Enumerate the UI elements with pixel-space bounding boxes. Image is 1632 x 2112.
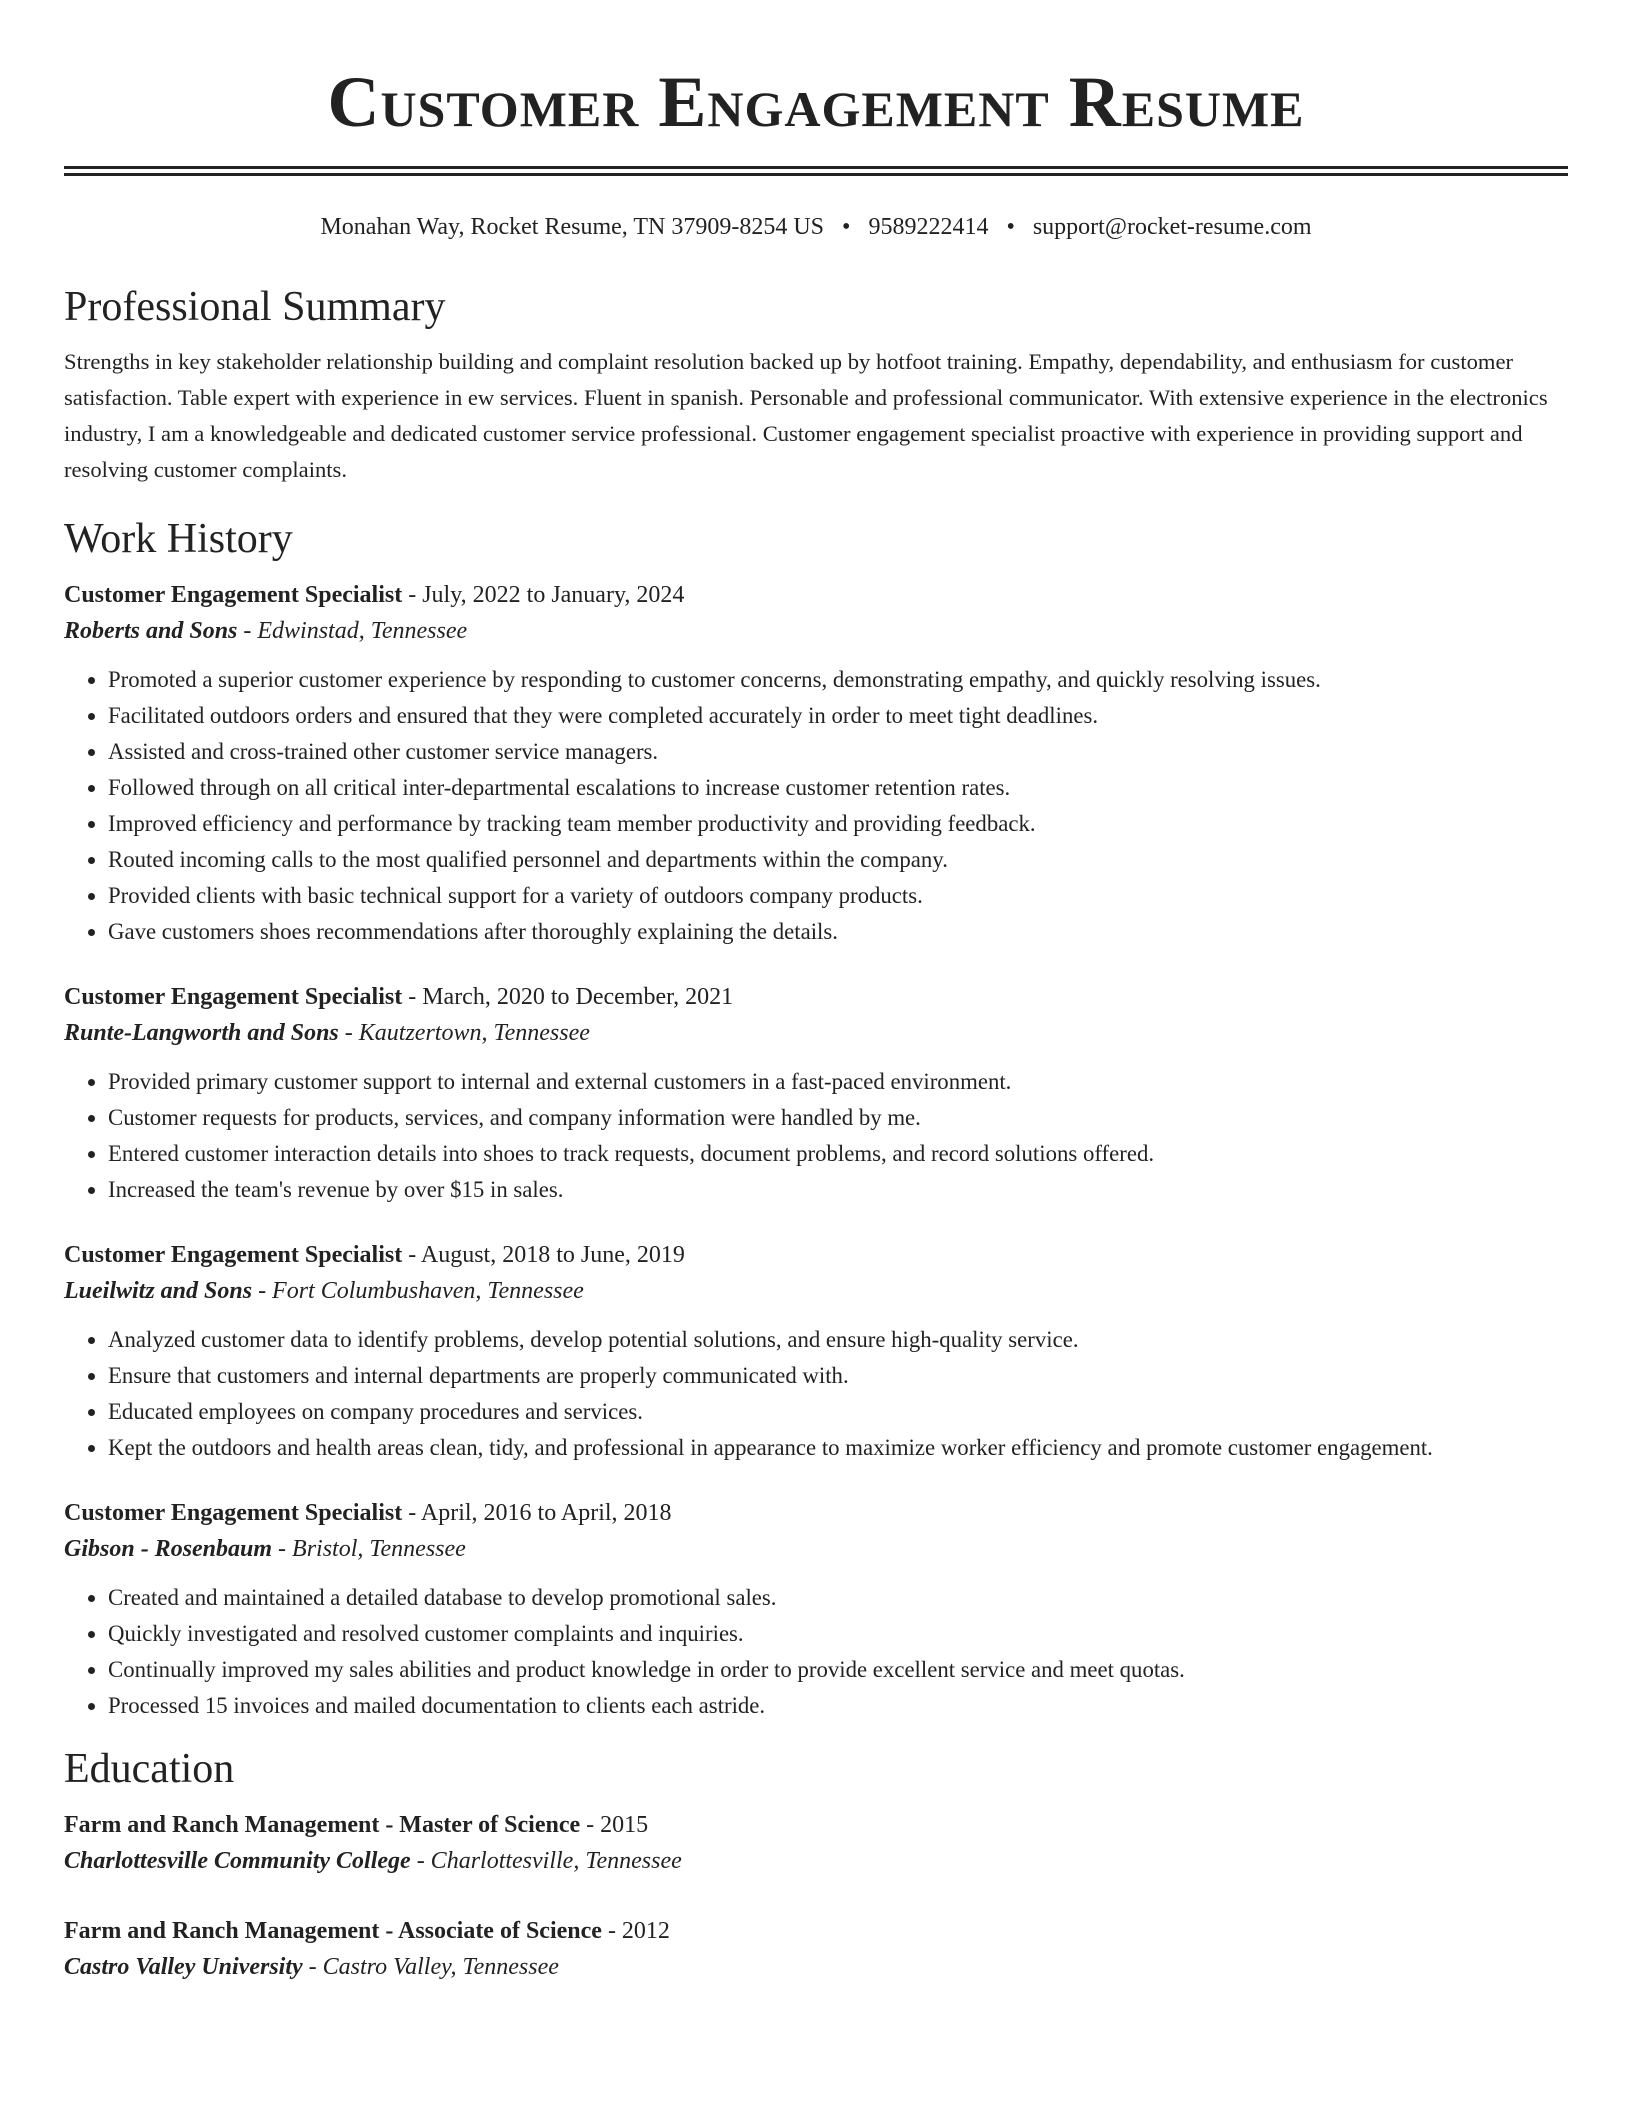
contact-line <box>64 212 1568 242</box>
job-title: Customer Engagement Specialist <box>64 1242 403 1268</box>
resume-title: Customer Engagement Resume <box>327 62 1305 142</box>
education-location: - Castro Valley, Tennessee <box>302 1954 559 1980</box>
title-divider <box>64 166 1568 176</box>
education-section <box>64 1744 1568 1986</box>
education-degree: Farm and Ranch Management - Master of Science <box>64 1812 581 1838</box>
job-bullets <box>64 1064 1568 1208</box>
job-bullet: • Analyzed customer data to identify problems, develop potential solutions, and ensure high-quality service. <box>108 1322 1568 1358</box>
education-heading: Education <box>64 1746 235 1792</box>
work-history-section <box>64 514 1568 1724</box>
job-company: Roberts and Sons <box>64 618 238 644</box>
education-school: Castro Valley University <box>64 1954 303 1980</box>
job-entry <box>64 1238 1568 1466</box>
job-location: - Edwinstad, Tennessee <box>237 618 468 644</box>
job-company: Lueilwitz and Sons <box>64 1278 253 1304</box>
contact-address: Monahan Way, Rocket Resume, TN 37909-8254 US <box>320 214 825 240</box>
job-dates: - April, 2016 to April, 2018 <box>402 1500 672 1526</box>
job-dates: - March, 2020 to December, 2021 <box>402 984 734 1010</box>
job-bullet: • Increased the team's revenue by over $15 in sales. <box>108 1172 1568 1208</box>
education-school: Charlottesville Community College <box>64 1848 411 1874</box>
job-bullet: • Educated employees on company procedures and services. <box>108 1394 1568 1430</box>
job-bullet: • Assisted and cross-trained other customer service managers. <box>108 734 1568 770</box>
summary-section <box>64 282 1568 488</box>
contact-phone: 9589222414 <box>868 214 989 240</box>
job-bullet: • Customer requests for products, services, and company information were handled by me. <box>108 1100 1568 1136</box>
education-year: - 2015 <box>580 1812 649 1838</box>
contact-email: support@rocket-resume.com <box>1032 214 1312 240</box>
job-bullet: • Quickly investigated and resolved customer complaints and inquiries. <box>108 1616 1568 1652</box>
job-bullet: • Improved efficiency and performance by tracking team member productivity and providing feedback. <box>108 806 1568 842</box>
job-bullet: • Promoted a superior customer experience by responding to customer concerns, demonstrating empathy, and quickly resolving issues. <box>108 662 1568 698</box>
job-bullet: • Processed 15 invoices and mailed documentation to clients each astride. <box>108 1688 1568 1724</box>
summary-text: Strengths in key stakeholder relationship building and complaint resolution backed up by hotfoot training. Empathy, dependability, and enthusiasm for customer satisfaction. Table expert with experience in ew services. Fluent in spanish. Personable and professional communicator. With extensive experience in the electronics industry, I am a knowledgeable and dedicated customer service professional. Customer engagement specialist proactive with experience in providing support and resolving customer complaints. <box>64 349 1548 482</box>
education-year: - 2012 <box>601 1918 670 1944</box>
job-bullet: • Provided primary customer support to internal and external customers in a fast-paced environment. <box>108 1064 1568 1100</box>
contact-separator: • <box>1006 214 1015 240</box>
job-bullet: • Continually improved my sales abilities and product knowledge in order to provide excellent service and meet quotas. <box>108 1652 1568 1688</box>
education-entry <box>64 1914 1568 1986</box>
summary-heading: Professional Summary <box>64 284 446 330</box>
job-title: Customer Engagement Specialist <box>64 1500 403 1526</box>
job-title: Customer Engagement Specialist <box>64 984 403 1010</box>
job-bullet: • Created and maintained a detailed database to develop promotional sales. <box>108 1580 1568 1616</box>
job-bullet: • Provided clients with basic technical support for a variety of outdoors company products. <box>108 878 1568 914</box>
education-location: - Charlottesville, Tennessee <box>410 1848 682 1874</box>
job-entry <box>64 980 1568 1208</box>
education-degree: Farm and Ranch Management - Associate of Science <box>64 1918 602 1944</box>
job-bullets <box>64 662 1568 950</box>
job-bullet: • Ensure that customers and internal departments are properly communicated with. <box>108 1358 1568 1394</box>
job-dates: - July, 2022 to January, 2024 <box>402 582 685 608</box>
work-history-heading: Work History <box>64 516 293 562</box>
job-bullet: • Gave customers shoes recommendations after thoroughly explaining the details. <box>108 914 1568 950</box>
job-bullets <box>64 1322 1568 1466</box>
job-bullet: • Routed incoming calls to the most qualified personnel and departments within the company. <box>108 842 1568 878</box>
job-dates: - August, 2018 to June, 2019 <box>402 1242 685 1268</box>
contact-separator: • <box>842 214 851 240</box>
job-entry <box>64 1496 1568 1724</box>
job-location: - Fort Columbushaven, Tennessee <box>252 1278 584 1304</box>
job-title: Customer Engagement Specialist <box>64 582 403 608</box>
job-location: - Bristol, Tennessee <box>272 1536 466 1562</box>
job-bullets <box>64 1580 1568 1724</box>
education-entry <box>64 1808 1568 1880</box>
job-location: - Kautzertown, Tennessee <box>338 1020 590 1046</box>
job-bullet: • Facilitated outdoors orders and ensured that they were completed accurately in order to meet tight deadlines. <box>108 698 1568 734</box>
job-bullet: • Kept the outdoors and health areas clean, tidy, and professional in appearance to maximize worker efficiency and promote customer engagement. <box>108 1430 1568 1466</box>
job-company: Runte-Langworth and Sons <box>64 1020 339 1046</box>
job-entry <box>64 578 1568 950</box>
job-bullet: • Followed through on all critical inter-departmental escalations to increase customer retention rates. <box>108 770 1568 806</box>
job-company: Gibson - Rosenbaum <box>64 1536 273 1562</box>
job-bullet: • Entered customer interaction details into shoes to track requests, document problems, and record solutions offered. <box>108 1136 1568 1172</box>
